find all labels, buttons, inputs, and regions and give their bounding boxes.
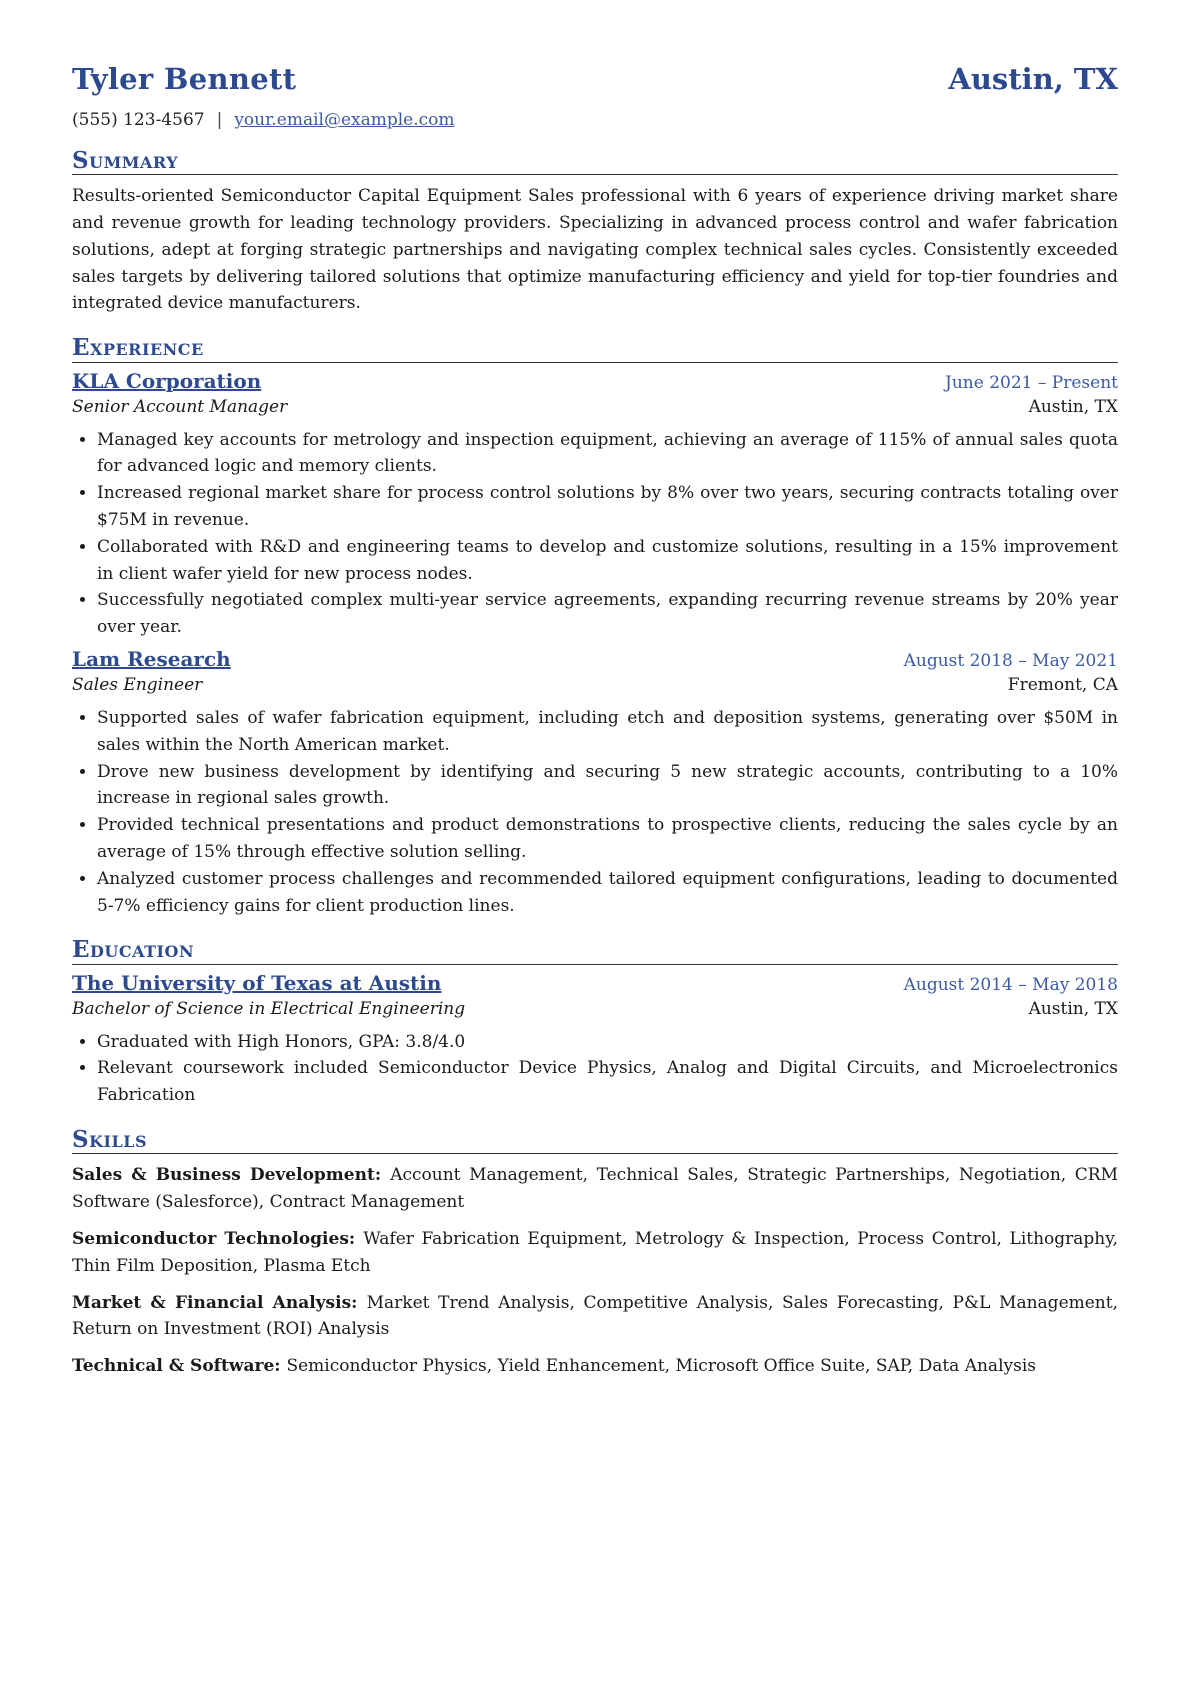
skill-group-items: Account Management, Technical Sales, Strategic Partnerships, Negotiation, CRM Software (Salesforce), Contract Management bbox=[72, 1165, 1118, 1213]
bullet-item: • Analyzed customer process challenges and recommended tailored equipment configurations, leading to documented 5-7% efficiency gains for client production lines. bbox=[97, 866, 1118, 920]
skill-group-label: Semiconductor Technologies: bbox=[72, 1228, 364, 1249]
job-bullets bbox=[72, 427, 1118, 641]
skill-group bbox=[72, 1290, 1118, 1344]
company-link[interactable]: KLA Corporation bbox=[72, 368, 262, 393]
education-entry bbox=[72, 971, 1118, 1109]
candidate-location: Austin, TX bbox=[948, 62, 1118, 96]
job-dates: August 2018 – May 2021 bbox=[903, 650, 1118, 671]
skill-group-items: Wafer Fabrication Equipment, Metrology & Inspection, Process Control, Lithography, Thin Film Deposition, Plasma Etch bbox=[72, 1228, 1118, 1276]
company-link[interactable]: Lam Research bbox=[72, 646, 231, 671]
bullet-item: • Managed key accounts for metrology and inspection equipment, achieving an average of 115% of annual sales quota for advanced logic and memory clients. bbox=[97, 427, 1118, 481]
section-title-skills: Skills bbox=[72, 1127, 1118, 1154]
bullet-item: • Graduated with High Honors, GPA: 3.8/4.0 bbox=[97, 1029, 1118, 1056]
skill-group bbox=[72, 1162, 1118, 1216]
job-title: Sales Engineer bbox=[72, 674, 203, 695]
summary-section bbox=[72, 148, 1118, 317]
education-dates: August 2014 – May 2018 bbox=[903, 974, 1118, 995]
bullet-item: • Supported sales of wafer fabrication equipment, including etch and deposition systems, generating over $50M in sales within the North American market. bbox=[97, 705, 1118, 759]
bullet-item: • Drove new business development by identifying and securing 5 new strategic accounts, contributing to a 10% increase in regional sales growth. bbox=[97, 759, 1118, 813]
experience-entry-kla bbox=[72, 369, 1118, 641]
skill-group bbox=[72, 1226, 1118, 1280]
bullet-item: • Provided technical presentations and product demonstrations to prospective clients, reducing the sales cycle by an average of 15% through effective solution selling. bbox=[97, 812, 1118, 866]
contact-line bbox=[72, 110, 1118, 130]
phone-number: (555) 123-4567 bbox=[72, 110, 205, 130]
bullet-item: • Collaborated with R&D and engineering teams to develop and customize solutions, resulting in a 15% improvement in client wafer yield for new process nodes. bbox=[97, 534, 1118, 588]
section-title-education: Education bbox=[72, 937, 1118, 964]
email-link[interactable]: your.email@example.com bbox=[234, 110, 455, 130]
skill-group-items: Market Trend Analysis, Competitive Analysis, Sales Forecasting, P&L Management, Return on Investment (ROI) Analysis bbox=[72, 1292, 1118, 1340]
skill-group-label: Market & Financial Analysis: bbox=[72, 1292, 367, 1313]
skill-group-items: Semiconductor Physics, Yield Enhancement, Microsoft Office Suite, SAP, Data Analysis bbox=[286, 1356, 1036, 1377]
school-location: Austin, TX bbox=[1028, 998, 1118, 1019]
education-section bbox=[72, 937, 1118, 1109]
skill-group-label: Sales & Business Development: bbox=[72, 1165, 391, 1186]
section-title-experience: Experience bbox=[72, 335, 1118, 362]
bullet-item: • Relevant coursework included Semiconductor Device Physics, Analog and Digital Circuits, and Microelectronics Fabrication bbox=[97, 1055, 1118, 1109]
job-bullets bbox=[72, 705, 1118, 919]
degree: Bachelor of Science in Electrical Engineering bbox=[72, 998, 466, 1019]
summary-text: Results-oriented Semiconductor Capital Equipment Sales professional with 6 years of experience driving market share and revenue growth for leading technology providers. Specializing in advanced process control and wafer fabrication solutions, adept at forging strategic partnerships and navigating complex technical sales cycles. Consistently exceeded sales targets by delivering tailored solutions that optimize manufacturing efficiency and yield for top-tier foundries and integrated device manufacturers. bbox=[72, 186, 1118, 314]
education-bullets bbox=[72, 1029, 1118, 1109]
skill-group bbox=[72, 1353, 1118, 1380]
contact-separator: | bbox=[216, 110, 223, 130]
bullet-item: • Increased regional market share for process control solutions by 8% over two years, securing contracts totaling over $75M in revenue. bbox=[97, 480, 1118, 534]
job-location: Fremont, CA bbox=[1007, 674, 1118, 695]
school-link[interactable]: The University of Texas at Austin bbox=[72, 970, 442, 995]
resume-header bbox=[72, 62, 1118, 96]
bullet-item: • Successfully negotiated complex multi-year service agreements, expanding recurring revenue streams by 20% year over year. bbox=[97, 587, 1118, 641]
skills-section bbox=[72, 1127, 1118, 1380]
job-title: Senior Account Manager bbox=[72, 396, 288, 417]
job-location: Austin, TX bbox=[1028, 396, 1118, 417]
skill-group-label: Technical & Software: bbox=[72, 1356, 287, 1377]
experience-section bbox=[72, 335, 1118, 919]
candidate-name: Tyler Bennett bbox=[72, 62, 297, 96]
experience-entry-lam bbox=[72, 647, 1118, 919]
job-dates: June 2021 – Present bbox=[945, 372, 1118, 393]
section-title-summary: Summary bbox=[72, 148, 1118, 175]
